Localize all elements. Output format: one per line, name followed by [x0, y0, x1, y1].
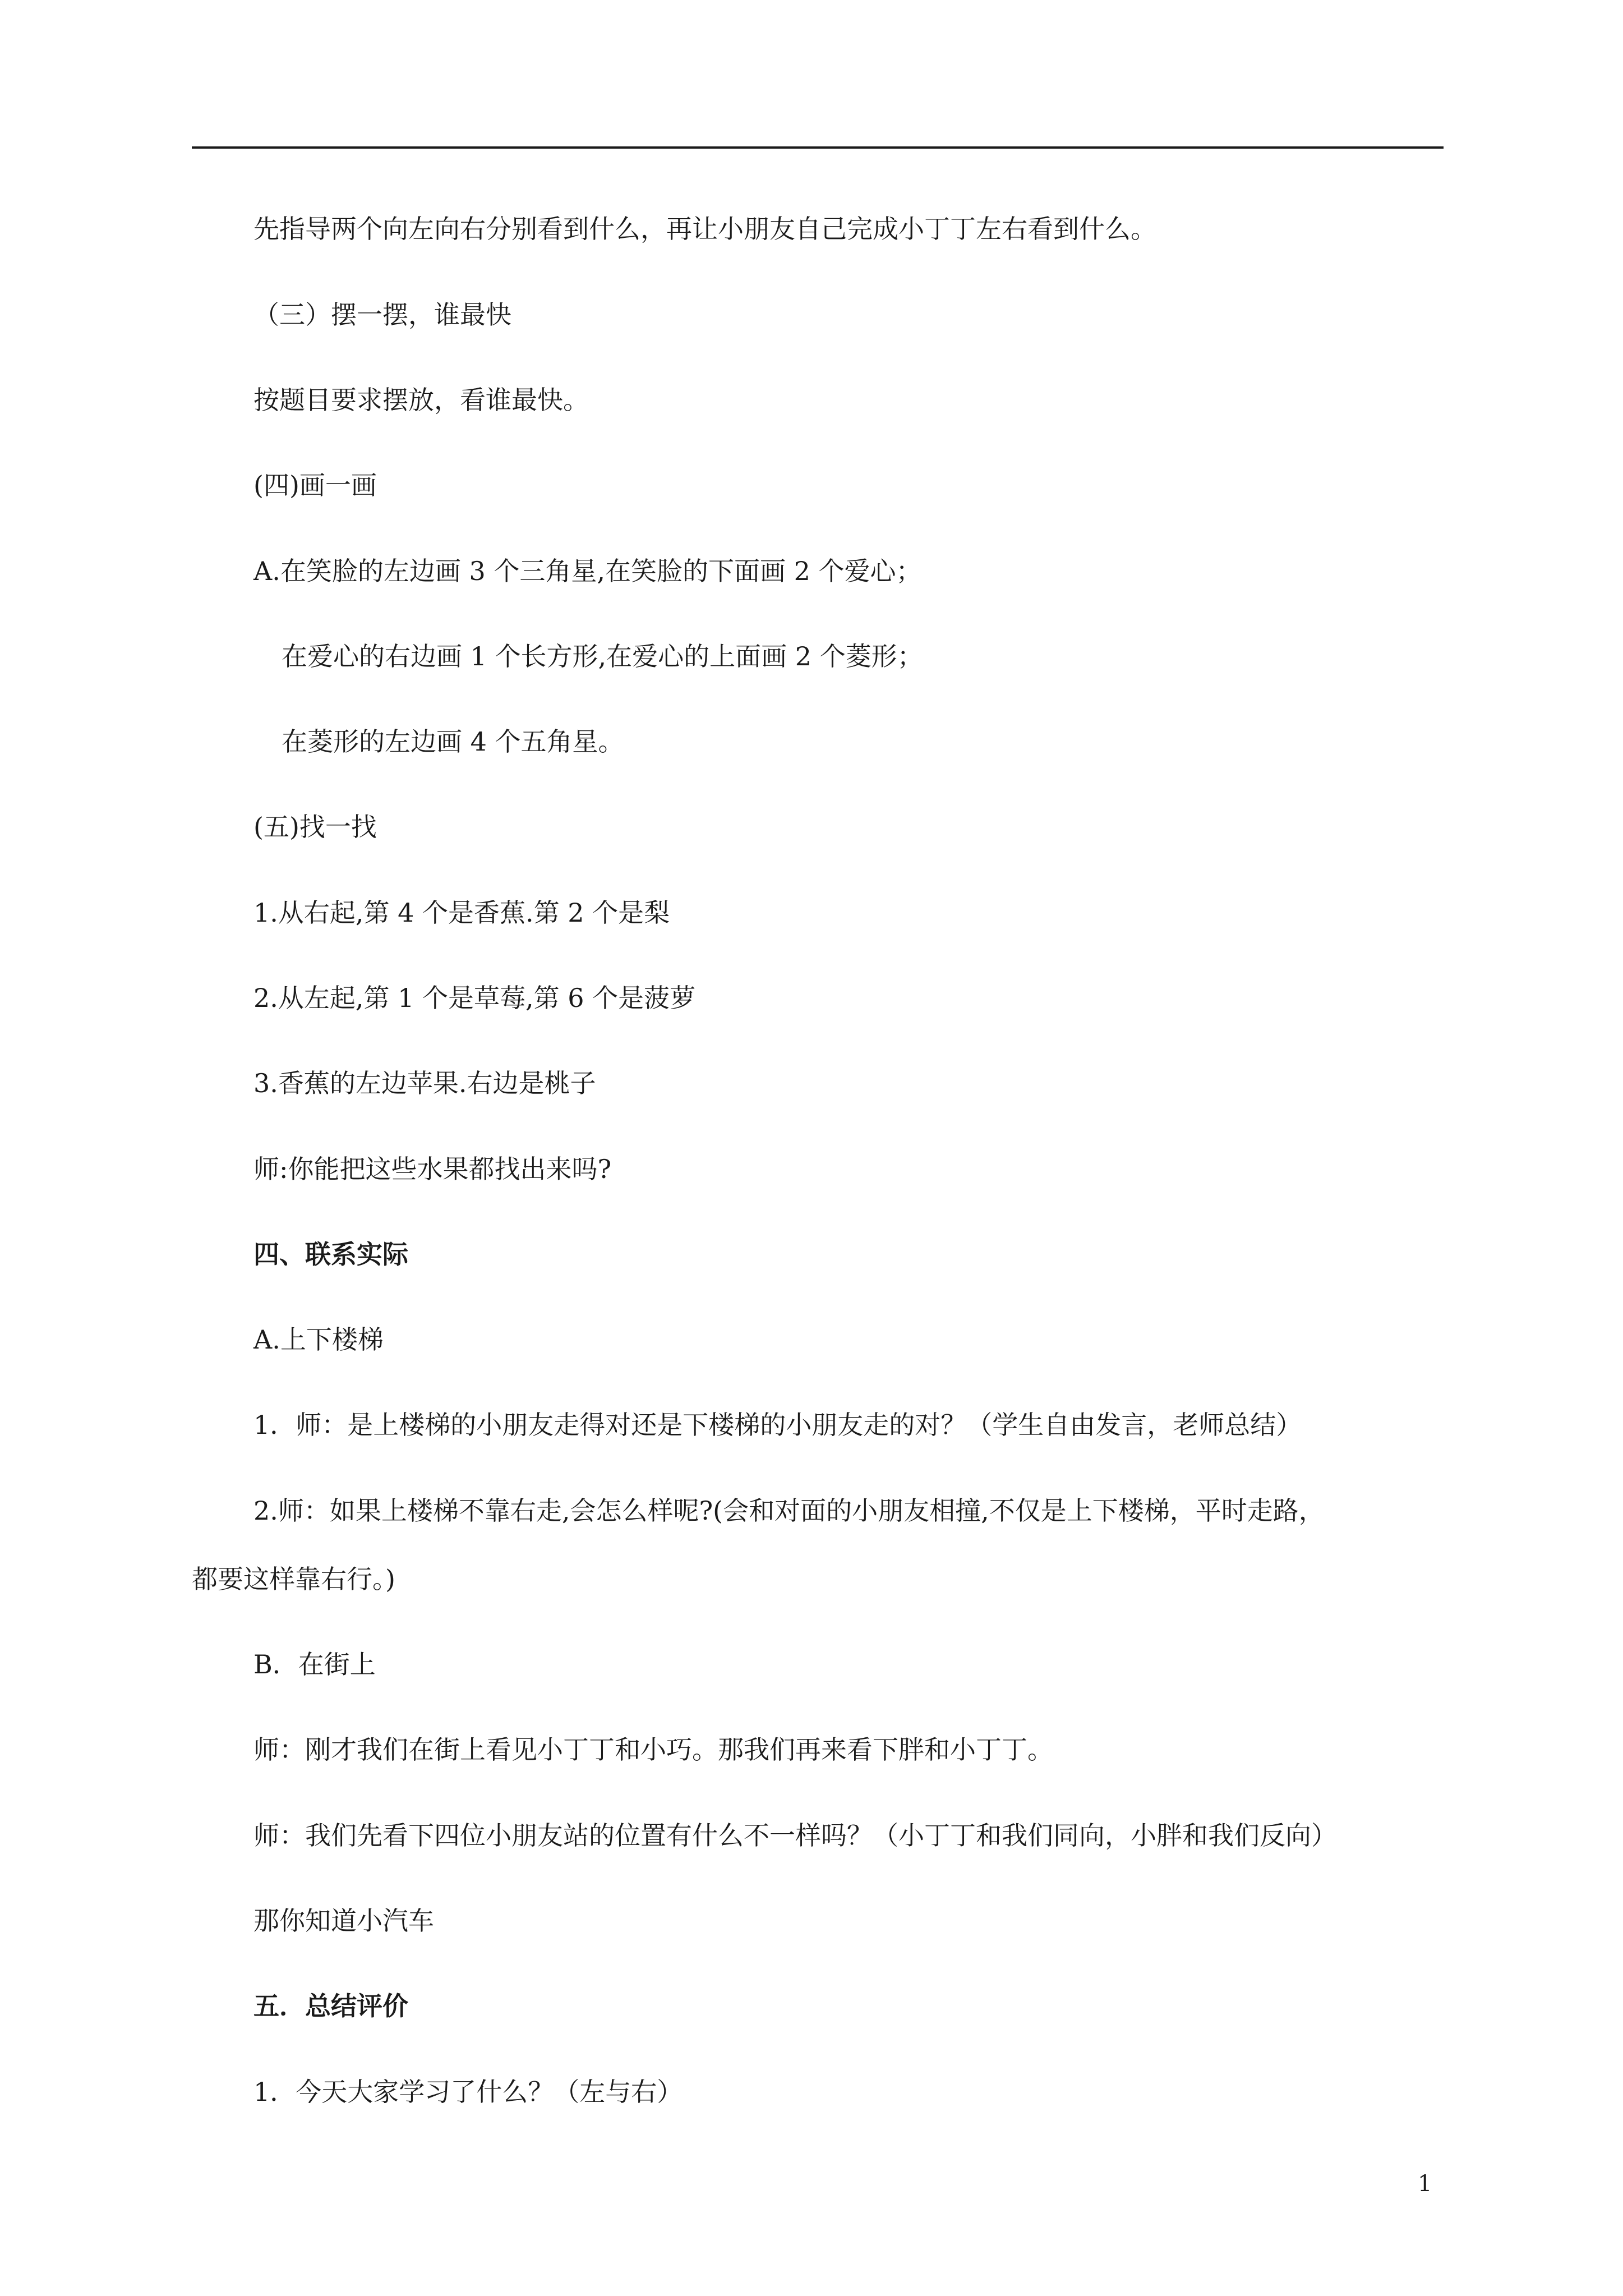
text-line: 师：我们先看下四位小朋友站的位置有什么不一样吗？（小丁丁和我们同向，小胖和我们反向） [253, 1820, 1337, 1851]
text-line: A.上下楼梯 [253, 1324, 384, 1355]
text-line: （三）摆一摆，谁最快 [253, 300, 511, 330]
text-line: 师:你能把这些水果都找出来吗? [253, 1154, 612, 1184]
text-line: 1．师：是上楼梯的小朋友走得对还是下楼梯的小朋友走的对？（学生自由发言，老师总结） [253, 1410, 1302, 1440]
section-heading: 四、联系实际 [253, 1239, 408, 1269]
text-line: (四)画一画 [253, 470, 377, 500]
section-heading: 五．总结评价 [253, 1991, 408, 2021]
text-line: 2.从左起,第 1 个是草莓,第 6 个是菠萝 [253, 983, 696, 1013]
text-line: 1.从右起,第 4 个是香蕉.第 2 个是梨 [253, 898, 670, 928]
text-line: 2.师：如果上楼梯不靠右走,会怎么样呢?(会和对面的小朋友相撞,不仅是上下楼梯，平时走路， [253, 1496, 1325, 1526]
text-line: 都要这样靠右行。) [192, 1564, 395, 1594]
text-line: 在爱心的右边画 1 个长方形,在爱心的上面画 2 个菱形； [282, 641, 923, 671]
text-line: (五)找一找 [253, 812, 377, 842]
text-line: 先指导两个向左向右分别看到什么，再让小朋友自己完成小丁丁左右看到什么。 [253, 214, 1156, 244]
page-number: 1 [1418, 2171, 1432, 2197]
text-line: 按题目要求摆放，看谁最快。 [253, 385, 589, 415]
text-line: 师：刚才我们在街上看见小丁丁和小巧。那我们再来看下胖和小丁丁。 [253, 1734, 1053, 1765]
text-line: 在菱形的左边画 4 个五角星。 [282, 726, 624, 757]
text-line: 那你知道小汽车 [253, 1906, 434, 1936]
text-line: 1．今天大家学习了什么？（左与右） [253, 2077, 683, 2107]
text-line: B．在街上 [253, 1649, 376, 1680]
text-line: 3.香蕉的左边苹果.右边是桃子 [253, 1068, 596, 1098]
text-line: A.在笑脸的左边画 3 个三角星,在笑脸的下面画 2 个爱心； [253, 556, 922, 586]
header-rule [192, 146, 1444, 149]
